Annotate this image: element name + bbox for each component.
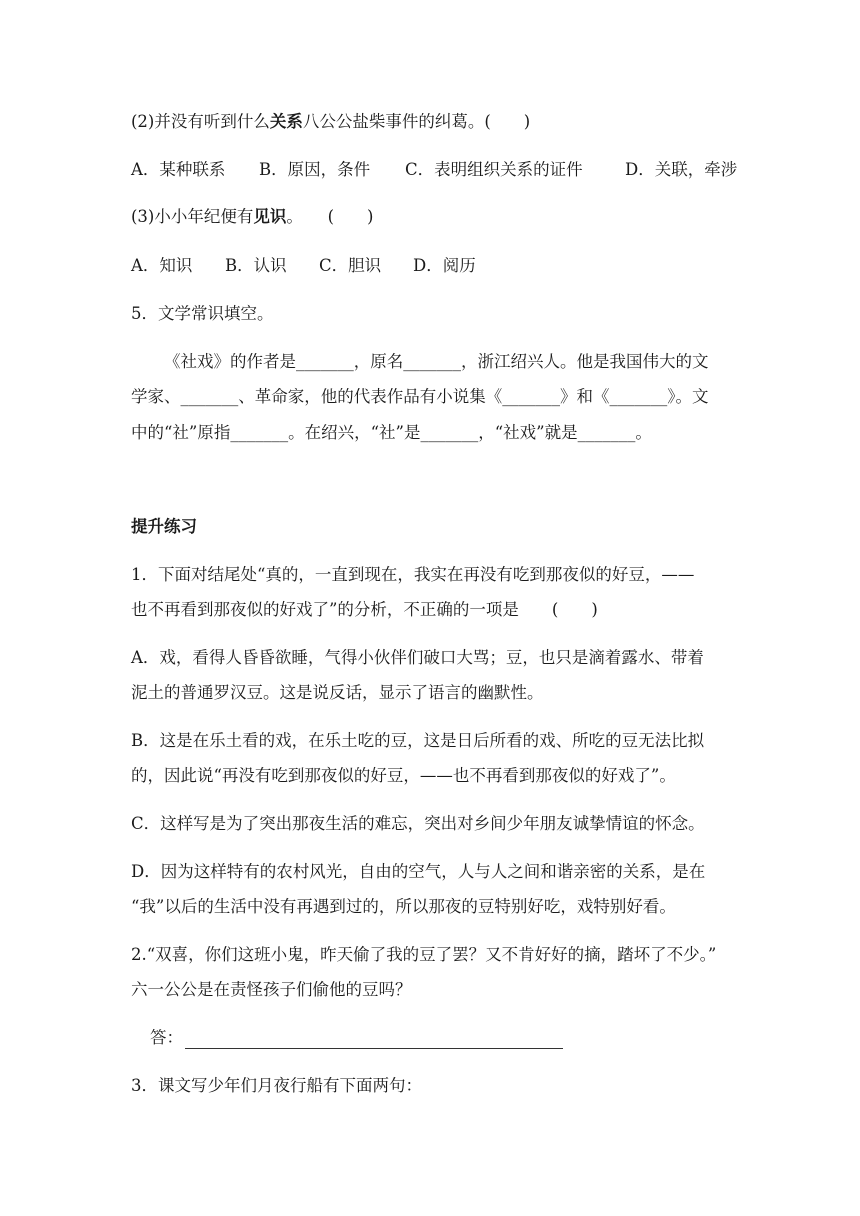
option-d: D．阅历 xyxy=(413,256,476,275)
question-4-3-stem: (3)小小年纪便有见识。 ( ) xyxy=(131,207,374,226)
question-5-line-3: 中的“社”原指_______。在绍兴，“社”是_______，“社戏”就是_______。 xyxy=(131,423,652,442)
question-5-line-1: 《社戏》的作者是_______，原名_______，浙江绍兴人。他是我国伟大的文 xyxy=(164,352,709,371)
option-a: A．知识 xyxy=(131,256,193,275)
practice-1-option-b-line-2: 的，因此说“再没有吃到那夜似的好豆，——也不再看到那夜似的好戏了”。 xyxy=(131,766,676,785)
question-5-title: 5．文学常识填空。 xyxy=(131,304,274,323)
practice-1-option-a-line-1: A．戏，看得人昏昏欲睡，气得小伙伴们破口大骂；豆，也只是滴着露水、带着 xyxy=(131,648,704,667)
question-4-2-options xyxy=(131,159,737,181)
practice-1-option-d-line-1: D．因为这样特有的农村风光，自由的空气，人与人之间和谐亲密的关系，是在 xyxy=(131,862,706,881)
practice-3-stem: 3．课文写少年们月夜行船有下面两句： xyxy=(131,1076,422,1095)
option-d: D．关联，牵涉 xyxy=(625,160,738,179)
practice-1-option-c: C．这样写是为了突出那夜生活的难忘，突出对乡间少年朋友诚挚情谊的怀念。 xyxy=(131,814,705,833)
option-a: A．某种联系 xyxy=(131,160,226,179)
option-b: B．原因，条件 xyxy=(259,160,371,179)
practice-1-option-a-line-2: 泥土的普通罗汉豆。这是说反话，显示了语言的幽默性。 xyxy=(131,683,544,702)
answer-label: 答： xyxy=(150,1028,183,1047)
option-c: C．表明组织关系的证件 xyxy=(405,160,583,179)
option-c: C．胆识 xyxy=(319,256,382,275)
practice-1-stem-line-2: 也不再看到那夜似的好戏了”的分析，不正确的一项是 ( ) xyxy=(131,600,598,619)
option-b: B．认识 xyxy=(225,256,287,275)
practice-2-stem-line-1: 2.“双喜，你们这班小鬼，昨天偷了我的豆了罢？又不肯好好的摘，踏坏了不少。” xyxy=(131,945,717,964)
practice-1-option-d-line-2: “我”以后的生活中没有再遇到过的，所以那夜的豆特别好吃，戏特别好看。 xyxy=(131,897,676,916)
keyword-jianshi: 见识 xyxy=(253,207,287,226)
question-5-line-2: 学家、_______、革命家，他的代表作品有小说集《_______》和《_______》。文 xyxy=(131,387,709,406)
question-4-3-options xyxy=(131,255,476,277)
answer-blank-line[interactable] xyxy=(185,1032,563,1049)
practice-2-answer xyxy=(150,1027,563,1049)
practice-1-stem-line-1: 1．下面对结尾处“真的，一直到现在，我实在再没有吃到那夜似的好豆，—— xyxy=(131,565,695,584)
section-title: 提升练习 xyxy=(131,517,197,536)
question-4-2-stem: (2)并没有听到什么关系八公公盐柴事件的纠葛。( ) xyxy=(131,112,531,131)
keyword-guanxi: 关系 xyxy=(269,112,303,131)
practice-1-option-b-line-1: B．这是在乐土看的戏，在乐土吃的豆，这是日后所看的戏、所吃的豆无法比拟 xyxy=(131,731,705,750)
practice-2-stem-line-2: 六一公公是在责怪孩子们偷他的豆吗？ xyxy=(131,980,412,999)
